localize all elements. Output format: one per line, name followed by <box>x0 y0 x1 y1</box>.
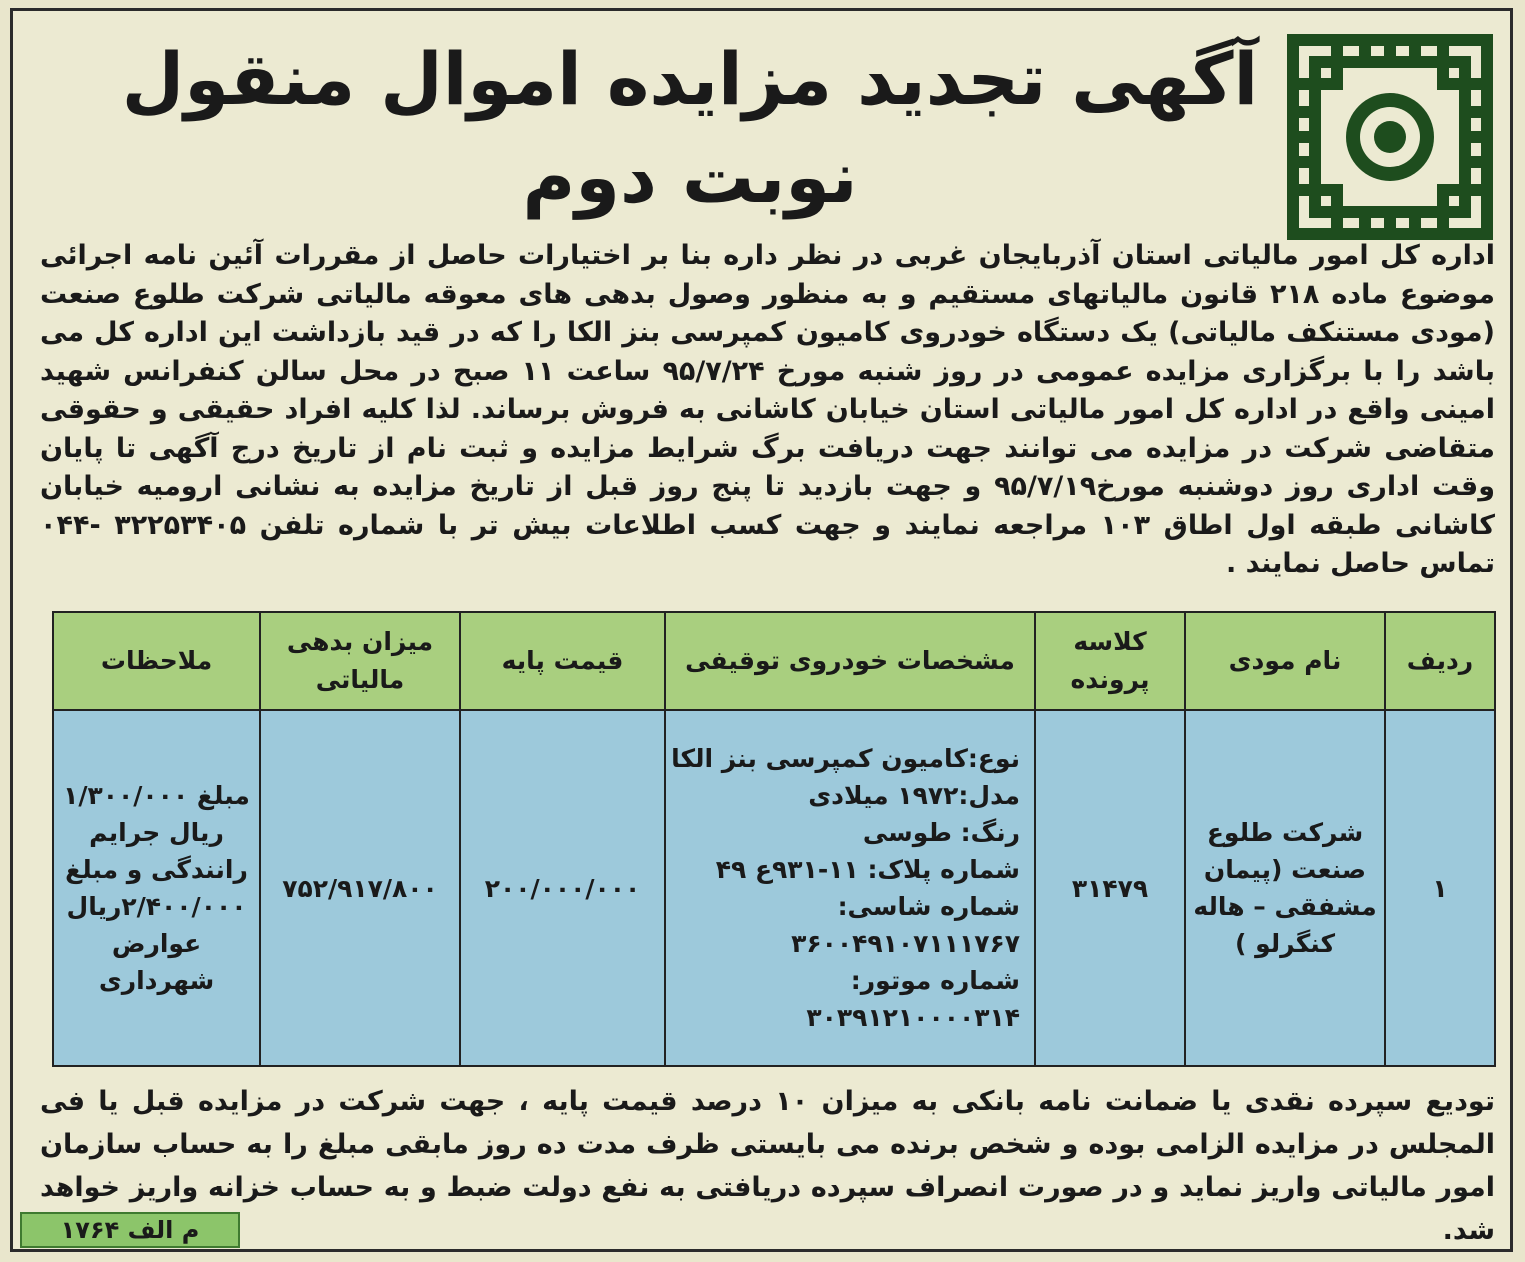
cell-taxpayer: شرکت طلوع صنعت (پیمان مشفقی – هاله کنگرلو ) <box>1185 710 1385 1066</box>
intro-paragraph: اداره کل امور مالیاتی استان آذربایجان غربی در نظر داره بنا بر اختیارات حاصل از مقررات آئین نامه اجرائی موضوع ماده ۲۱۸ قانون مالیاتهای مستقیم و به منظور وصول بدهی های معوقه مالیاتی شرکت طلوع صنعت (مودی مستنکف مالیاتی) یک دستگاه خودروی کامیون کمپرسی بنز الکا را که در قید بازداشت این اداره کل می باشد را با برگزاری مزایده عمومی در روز شنبه مورخ ۹۵/۷/۲۴ ساعت ۱۱ صبح در محل سالن کنفرانس شهید امینی واقع در اداره کل امور مالیاتی استان خیابان کاشانی به فروش برساند. لذا کلیه افراد حقیقی و حقوقی متقاضی شرکت در مزایده می توانند جهت دریافت برگ شرایط مزایده و ثبت نام از تاریخ درج آگهی تا پایان وقت اداری روز دوشنبه مورخ۹۵/۷/۱۹ و جهت بازدید تا پنج روز قبل از تاریخ مزایده به نشانی ارومیه خیابان کاشانی طبقه اول اطاق ۱۰۳ مراجعه نمایند و جهت کسب اطلاعات بیش تر با شماره تلفن ۳۲۲۵۳۴۰۵ -۰۴۴ تماس حاصل نمایند . <box>40 240 1496 579</box>
vehicle-plate: شماره پلاک: ۱۱-۹۳۱ع ۴۹ <box>715 855 1020 884</box>
vehicle-color: رنگ: طوسی <box>862 818 1020 847</box>
header-file-class: کلاسه پرونده <box>1035 612 1185 710</box>
auction-table <box>52 611 1496 1067</box>
ad-code-badge: م الف ۱۷۶۴ <box>20 1212 240 1248</box>
header-base-price: قیمت پایه <box>460 612 665 710</box>
cell-notes: مبلغ ۱/۳۰۰/۰۰۰ ریال جرایم رانندگی و مبلغ ۲/۴۰۰/۰۰۰ریال عوارض شهرداری <box>53 710 260 1066</box>
header-taxpayer: نام مودی <box>1185 612 1385 710</box>
vehicle-engine-label: شماره موتور: <box>850 966 1020 995</box>
cell-tax-debt: ۷۵۲/۹۱۷/۸۰۰ <box>260 710 460 1066</box>
cell-base-price: ۲۰۰/۰۰۰/۰۰۰ <box>460 710 665 1066</box>
title-line-1: آگهی تجدید مزایده اموال منقول <box>121 37 1259 121</box>
vehicle-engine-number: ۳۰۳۹۱۲۱۰۰۰۰۳۱۴ <box>806 1003 1020 1032</box>
vehicle-chassis-label: شماره شاسی: <box>837 892 1020 921</box>
cell-file-class: ۳۱۴۷۹ <box>1035 710 1185 1066</box>
vehicle-model: مدل:۱۹۷۲ میلادی <box>808 781 1020 810</box>
header-notes: ملاحظات <box>53 612 260 710</box>
table-row <box>53 710 1495 1066</box>
cell-row-no: ۱ <box>1385 710 1495 1066</box>
title-line-2: نوبت دوم <box>522 135 858 219</box>
tax-organization-logo-icon <box>1285 32 1495 242</box>
header-vehicle: مشخصات خودروی توقیفی <box>665 612 1035 710</box>
header-tax-debt: میزان بدهی مالیاتی <box>260 612 460 710</box>
table-header-row <box>53 612 1495 710</box>
vehicle-type: نوع:کامیون کمپرسی بنز الکا <box>671 744 1020 773</box>
vehicle-chassis-number: ۳۶۰۰۴۹۱۰۷۱۱۱۷۶۷ <box>791 929 1020 958</box>
header-row-no: ردیف <box>1385 612 1495 710</box>
cell-vehicle <box>665 710 1035 1066</box>
footer-paragraph: تودیع سپرده نقدی یا ضمانت نامه بانکی به میزان ۱۰ درصد قیمت پایه ، جهت شرکت در مزایده قبل یا فی المجلس در مزایده الزامی بوده و شخص برنده می بایستی ظرف مدت ده روز مابقی مبلغ را به حساب سازمان امور مالیاتی واریز نماید و در صورت انصراف سپرده دریافتی به نفع دولت ضبط و به حساب خزانه واریز خواهد شد. <box>40 1086 1495 1246</box>
